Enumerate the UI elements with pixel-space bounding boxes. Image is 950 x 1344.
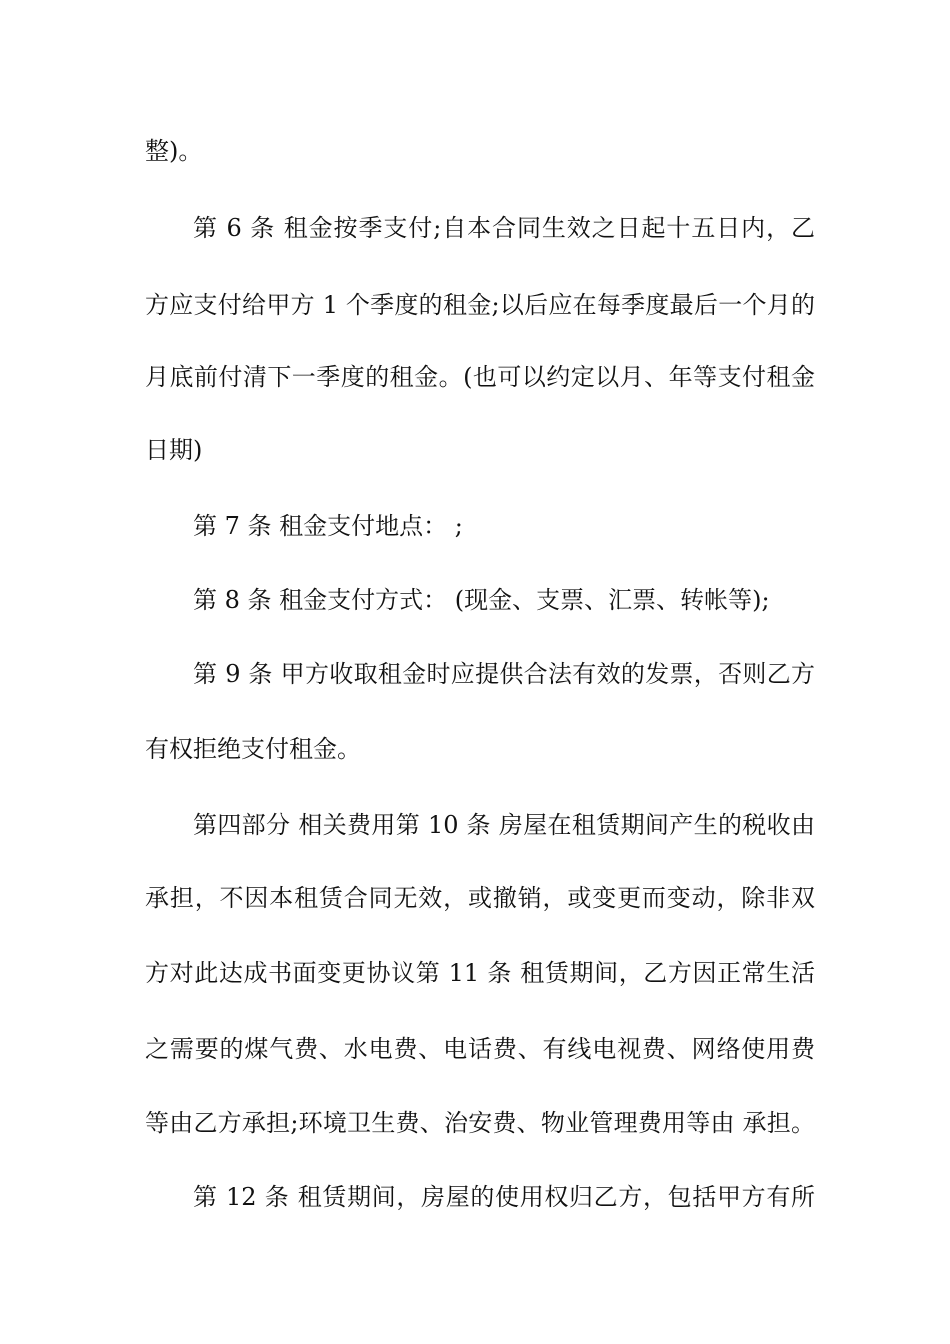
text-line: 承担，不因本租赁合同无效，或撤销，或变更而变动，除非双 [145, 884, 815, 912]
text-line: 第 9 条 甲方收取租金时应提供合法有效的发票，否则乙方 [193, 660, 815, 688]
text-line: 之需要的煤气费、水电费、电话费、有线电视费、网络使用费 [145, 1035, 815, 1063]
text-line: 第 7 条 租金支付地点： ; [193, 512, 463, 540]
text-line: 月底前付清下一季度的租金。(也可以约定以月、年等支付租金 [145, 363, 815, 391]
text-line: 日期) [145, 436, 203, 464]
text-line: 等由乙方承担;环境卫生费、治安费、物业管理费用等由 承担。 [145, 1109, 815, 1137]
text-line: 第 8 条 租金支付方式： (现金、支票、汇票、转帐等); [193, 586, 770, 614]
text-line: 方应支付给甲方 1 个季度的租金;以后应在每季度最后一个月的 [145, 291, 815, 319]
text-line: 第四部分 相关费用第 10 条 房屋在租赁期间产生的税收由 [193, 811, 815, 839]
text-line: 有权拒绝支付租金。 [145, 735, 361, 763]
text-line: 第 6 条 租金按季支付;自本合同生效之日起十五日内，乙 [193, 214, 815, 242]
text-line: 方对此达成书面变更协议第 11 条 租赁期间，乙方因正常生活 [145, 959, 815, 987]
text-line: 整)。 [145, 137, 203, 165]
text-line: 第 12 条 租赁期间，房屋的使用权归乙方，包括甲方有所 [193, 1183, 815, 1211]
